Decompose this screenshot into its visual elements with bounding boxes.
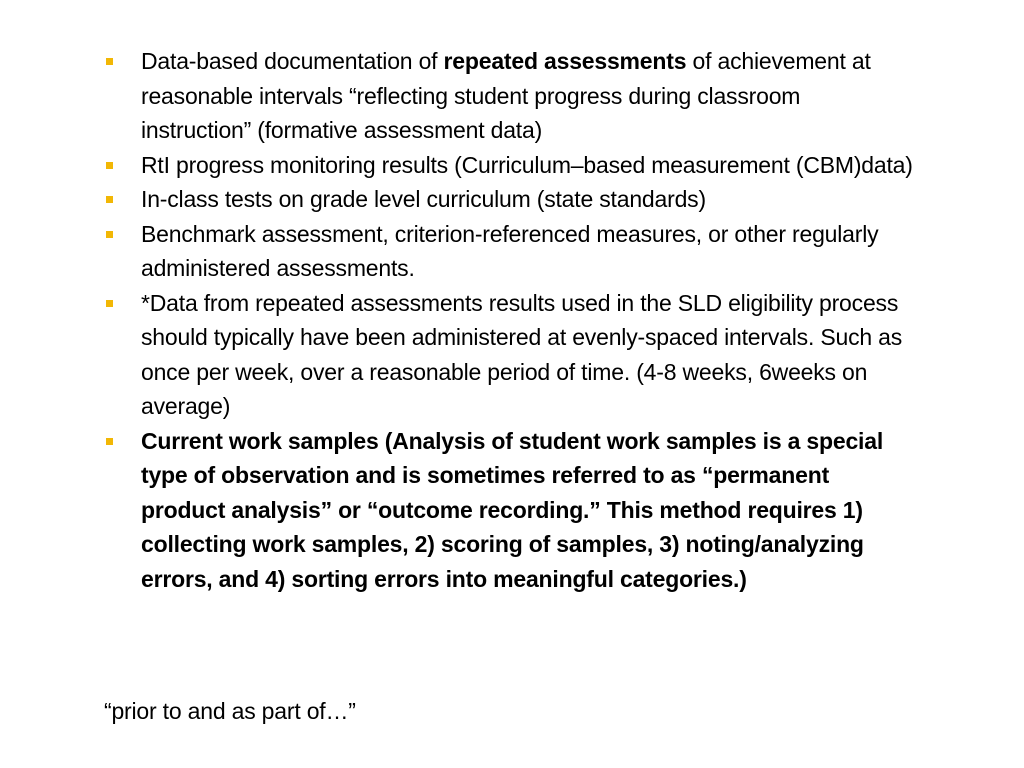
bullet-item-work-samples <box>104 424 916 597</box>
bullet-item-in-class-tests <box>104 182 916 217</box>
bullet-item-rti-monitoring <box>104 148 916 183</box>
bullet-item-benchmark-assessment <box>104 217 916 286</box>
bullet-text: *Data from repeated assessments results used in the SLD eligibility process should typically have been administered at evenly-spaced intervals. Such as once per week, over a reasonable period of time. (4-8 weeks, 6weeks on average) <box>141 289 903 419</box>
square-bullet-icon <box>106 58 113 65</box>
bullet-text-start: Data-based documentation of <box>141 48 444 74</box>
square-bullet-icon <box>106 231 113 238</box>
square-bullet-icon <box>106 438 113 445</box>
bullet-text: Benchmark assessment, criterion-referenced measures, or other regularly administered assessments. <box>141 220 879 281</box>
square-bullet-icon <box>106 196 113 203</box>
bullet-item-repeated-assessments <box>104 44 916 148</box>
bullet-text: RtI progress monitoring results (Curriculum–based measurement (CBM)data) <box>141 151 913 178</box>
bullet-item-data-intervals <box>104 286 916 424</box>
bullet-text-end: of achievement at reasonable intervals “reflecting student progress during classroom instruction” (formative assessment data) <box>141 48 871 143</box>
bullet-list <box>104 44 916 596</box>
footer-quote: “prior to and as part of…” <box>104 698 356 724</box>
bullet-text: Current work samples (Analysis of student work samples is a special type of observation and is sometimes referred to as “permanent product analysis” or “outcome recording.” This method requires 1) collecting work samples, 2) scoring of samples, 3) noting/analyzing errors, and 4) sorting errors into meaningful categories.) <box>141 427 884 592</box>
bullet-text: In-class tests on grade level curriculum (state standards) <box>141 186 706 212</box>
square-bullet-icon <box>106 300 113 307</box>
square-bullet-icon <box>106 162 113 169</box>
bullet-text-bold: repeated assessments <box>443 48 687 74</box>
